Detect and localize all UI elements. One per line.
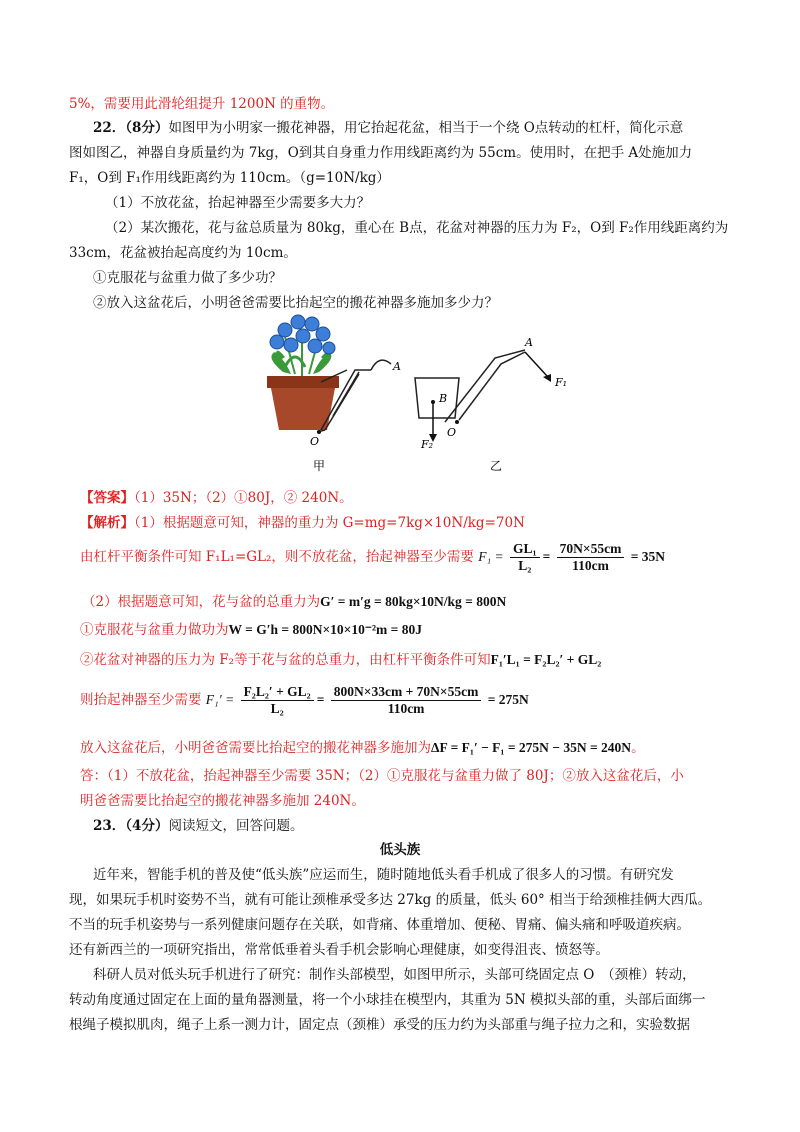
equation-2: G′ = m′g = 80kg×10N/kg = 800N	[320, 594, 507, 609]
figure-jia-point-a: A	[393, 360, 401, 373]
article-p1-line-1: 近年来，智能手机的普及使“低头族”应运而生，随时随地低头看手机成了很多人的习惯。有研究发	[93, 867, 674, 883]
analysis-text-4: ①克服花与盆重力做功为	[80, 622, 229, 638]
figure-jia-flower-mover	[255, 312, 415, 472]
figure-yi-force-f2: F₂	[421, 438, 434, 451]
figure-yi-lever-diagram	[405, 330, 575, 475]
question-22-sub-2c: ①克服花与盆重力做了多少功？	[93, 270, 282, 286]
analysis-line-4	[80, 620, 422, 640]
analysis-line-6	[80, 684, 529, 717]
article-p2-line-2: 转动角度通过固定在上面的量角器测量，将一个小球挂在模型内，其重为 5N 模拟头部的重，头部后面绑一	[69, 992, 706, 1008]
equation-4: F₁′L₁ = F₂L₂′ + GL₂	[490, 652, 602, 667]
previous-answer-tail: 5%，需要用此滑轮组提升 1200N 的重物。	[69, 96, 335, 112]
question-22-sub-2d: ②放入这盆花后，小明爸爸需要比抬起空的搬花神器多施加多少力？	[93, 295, 498, 311]
question-22-line-3: F₁，O到 F₁作用线距离约为 110cm。（g=10N/kg）	[69, 170, 390, 186]
question-22-sub-2a: （2）某次搬花，花与盆总质量为 80kg，重心在 B点，花盆对神器的压力为 F₂，O到 F₂作用线距离约为	[105, 220, 729, 236]
equation-5: F₁′ = $\frac{\text{F₂L₂′ + GL₂}}{\text{L₂}}$ = $\frac{800N\times 33cm + 70N\times 55cm}{110cm}$ = 275N	[205, 684, 529, 717]
reply-line-1: 答：（1）不放花盆，抬起神器至少需要 35N；（2）①克服花与盆重力做了 80J；②放入这盆花后，小	[80, 768, 684, 784]
answer-tag: 【答案】	[80, 490, 134, 506]
article-p1-line-3: 不当的玩手机姿势与一系列健康问题存在关联，如背痛、体重增加、便秘、胃痛、偏头痛和呼吸道疾病。	[69, 917, 690, 933]
question-22-number: 22．	[93, 120, 126, 136]
analysis-line-5	[80, 650, 601, 670]
analysis-line-1	[80, 513, 525, 533]
analysis-line-3	[82, 592, 506, 612]
question-23-text: 阅读短文，回答问题。	[168, 818, 304, 834]
answer-line	[80, 488, 353, 508]
article-p1-line-2: 现，如果玩手机时姿势不当，就有可能让颈椎承受多达 27kg 的质量，低头 60° 相当于给颈椎挂俩大西瓜。	[69, 892, 712, 908]
figure-yi-point-o: O	[447, 426, 457, 439]
analysis-line-2	[80, 541, 665, 574]
question-22-line-1	[93, 118, 683, 138]
article-p1-line-4: 还有新西兰的一项研究指出，常常低垂着头看手机会影响心理健康，如变得沮丧、愤怒等。	[69, 942, 609, 958]
article-p2-line-1: 科研人员对低头玩手机进行了研究：制作头部模型，如图甲所示，头部可绕固定点 O （颈椎）转动，	[93, 967, 696, 983]
figure-jia-point-o: O	[310, 435, 320, 448]
figure-yi-force-f1: F₁	[555, 376, 568, 389]
figure-yi-point-b: B	[439, 392, 448, 405]
equation-6: ΔF = F₁′ − F₁ = 275N − 35N = 240N	[431, 740, 632, 755]
question-22-sub-2b: 33cm，花盆被抬起高度约为 10cm。	[69, 245, 297, 261]
question-22-score: （8分）	[125, 120, 169, 136]
analysis-text-6: 则抬起神器至少需要	[80, 692, 202, 708]
question-23-number: 23．	[93, 818, 126, 834]
figure-yi-label: 乙	[490, 459, 503, 473]
analysis-text-3: （2）根据题意可知，花与盆的总重力为	[82, 594, 321, 610]
equation-1: F₁ = $\frac{\text{GL₁}}{\text{L₂}}$ = $\frac{70N\times 55cm}{110cm}$ = 35N	[478, 541, 666, 574]
answer-text: （1）35N；（2）①80J，② 240N。	[134, 490, 353, 506]
article-p2-line-3: 根绳子模拟肌肉，绳子上系一测力计，固定点（颈椎）承受的压力约为头部重与绳子拉力之和，实验数据	[69, 1017, 690, 1033]
figure-yi-point-a: A	[525, 336, 533, 349]
analysis-text-7: 放入这盆花后，小明爸爸需要比抬起空的搬花神器多施加为	[80, 740, 431, 756]
analysis-text-2: 由杠杆平衡条件可知 F₁L₁=GL₂，则不放花盆，抬起神器至少需要	[80, 549, 474, 565]
analysis-tag: 【解析】	[80, 515, 134, 531]
question-23-line	[93, 816, 303, 836]
article-title: 低头族	[379, 842, 421, 858]
force-f1-arrow	[525, 352, 547, 376]
analysis-text-5: ②花盆对神器的压力为 F₂等于花与盆的总重力，由杠杆平衡条件可知	[80, 652, 491, 668]
question-23-score: （4分）	[125, 818, 169, 834]
flower-icon	[270, 315, 335, 376]
analysis-text-1: （1）根据题意可知，神器的重力为 G=mg=7kg×10N/kg=70N	[134, 515, 525, 531]
figure-jia-label: 甲	[313, 459, 326, 472]
analysis-line-7: 放入这盆花后，小明爸爸需要比抬起空的搬花神器多施加为ΔF = F₁′ − F₁ = 275N − 35N = 240N。	[80, 740, 645, 756]
reply-line-2: 明爸爸需要比抬起空的搬花神器多施加 240N。	[80, 793, 365, 809]
flower-pot-icon	[267, 376, 339, 430]
equation-3: W = G′h = 800N×10×10⁻²m = 80J	[228, 622, 422, 637]
question-22-line-2: 图如图乙，神器自身质量约为 7kg，O到其自身重力作用线距离约为 55cm。使用时，在把手 A处施加力	[69, 145, 693, 161]
question-22-text: 如图甲为小明家一搬花神器，用它抬起花盆，相当于一个绕 O点转动的杠杆，简化示意	[168, 120, 684, 136]
question-22-sub-1: （1）不放花盆，抬起神器至少需要多大力？	[105, 195, 371, 211]
